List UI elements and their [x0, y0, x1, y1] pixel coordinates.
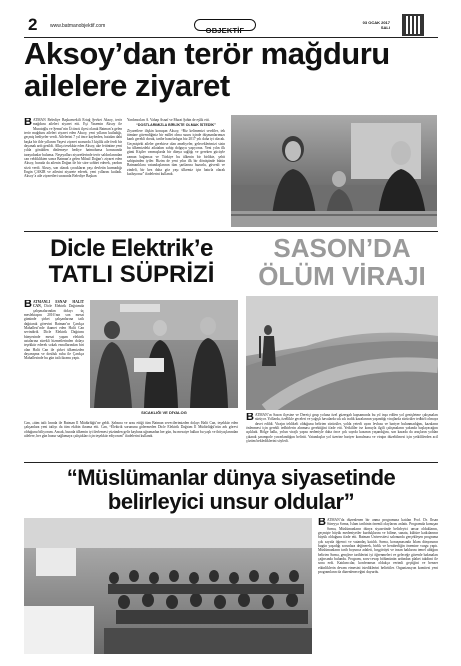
story1-dropcap: B [24, 118, 32, 128]
story3-dropcap: B [246, 413, 254, 423]
logo-text: OBJEKTİF [205, 26, 245, 35]
story1-headline-line1: Aksoy’dan terör mağduru [24, 36, 390, 71]
story2-lead: ATMANLI ESNAF HALİT CAN, [32, 300, 84, 309]
issue-date [352, 20, 390, 30]
story3-divider [24, 462, 438, 463]
story4-headline-line2: belirleyici unsur oldular” [107, 489, 355, 514]
story4-body-text: ATMAN’da düzenlenen bir anma programına katılan Prof. Dr. İhsan Süreyya Sırma, İslam tarihinin önemli olaylarını anlattı. Programda konuşan Sırma, Müslümanların dünya siyasetinde belirleyici unsur olduklarını, geçmişte büyük medeniyetler kurduklarını ve bilime, sanata, kültüre katkılarının büyük olduğunu ifade etti. Batman Üniversitesi salonunda gerçekleşen programa çok sayıda öğrenci ve vatandaş katıldı. Sırma, konuşmasında İslam dünyasının bugün yaşadığı sorunlara değinerek, birlik ve beraberliğin önemine vurgu yaptı. Müslümanların tarih boyunca adaleti, hoşgörüyü ve insan haklarını temel aldığını belirten Sırma, gençlere tarihlerini iyi öğrenmeleri ve geleceğe güvenle bakmaları çağrısında bulundu. Program, soru-cevap bölümünün ardından plaket takdimi ile sona erdi. Katılımcılar, konferansın oldukça verimli geçtiğini ve benzer etkinliklerin devam etmesini istediklerini belirttiler. Organizasyon komitesi yeni programların da düzenleneceğini duyurdu. [318, 518, 438, 575]
website-link[interactable]: www.batmanobjektif.com [50, 23, 106, 29]
story2-bottom-text: Can, «tüm tatlı lırında ile Batman Il Müdürlüğü’ne geldi. Şahsına ve arzu ettiği tüm Batman sevecilerimizden dolayı Halit Can, teşekkür eden çalışanlara yeni tatlıyı da tüm ekibin ikrama etti. Can, “Elektrik sorununu gidermeden Dicle Elektrik Dağıtım İl Müdürlüğü’nün ark görevi olduğunu biliyorum. Ancak, burada ülkemin iyi ilerlemesi yüzünden gelir kaybına uğramadan her gün, bu mesaiye halkın bu yaşlı ve ihtiyaçlarından ailelere, her gün huzur sağlamaya çalıştıkları için teşekkür ediyorum” ifadelerini kullandı. [24, 421, 238, 439]
story3-headline-line1: SASON’DA [273, 233, 411, 263]
date-text: 03 OCAK 2017 [362, 20, 390, 25]
story1-col2 [127, 118, 225, 226]
story2-dropcap: B [24, 300, 32, 310]
qr-code-icon [402, 14, 424, 36]
story2-headline-line1: Dicle Elektrik’e [50, 235, 213, 262]
story4-headline-line1: “Müslümanlar dünya siyasetinde [66, 465, 396, 490]
story1-divider [24, 231, 438, 232]
story1-photo [231, 115, 437, 227]
story1-headline [24, 38, 444, 102]
story2-photo-caption: SICAKLIĞI VE DİYALOG [141, 410, 187, 415]
story4-photo [24, 518, 312, 654]
day-text: SALI [380, 25, 390, 30]
story1-photo-image [231, 115, 437, 227]
story1-col1 [24, 118, 122, 226]
story3-headline [246, 234, 438, 290]
story3-photo-image [246, 296, 438, 410]
story4-headline [24, 466, 438, 514]
story1-headline-line2: ailelere ziyaret [24, 68, 230, 103]
story1-col2-intro: Yardımcıları A. Vahap Asnaf ve Murat Şahin de eşlik etti. [127, 118, 210, 122]
story2-headline-line2: TATLI SÜPRİZİ [48, 261, 215, 288]
story3-headline-line2: ÖLÜM VİRAJI [258, 261, 426, 291]
story3-body [246, 413, 438, 459]
story2-col1 [24, 300, 84, 420]
story2-bottom [24, 421, 238, 459]
story4-body [318, 518, 438, 654]
story2-photo [90, 300, 238, 408]
story4-photo-image [24, 518, 312, 654]
story1-subhead: “DOSTLARIMIZLA BİRLİKTE OLMAK İSTEDİK” [136, 123, 216, 128]
story3-photo [246, 296, 438, 410]
story1-col2-text: Ziyaretlere ilişkin konuşan Aksoy, “Biz kelimenizi sevdiler, tek tümüne güvendiğiniz bir millet olma suuru içinde düşmanlarımızı kanlı gerekli doruk, tarihe hazırladıgız biz 2017 yılı daha iyi olacak. Geçmişteki aileler gerekirse olan ameliyeler, geleceklerimizi sizin bu ülkemizdeki atlatalım sahip dolguyu yaşıyoruz. Yeni yılın ilk günü Kişiler vanmışlarda bir dünya sağlığı ve gereken gücüyle zaman bağımsız ve Türkiye bu ülkenin bir birlikte, şehit sahipsinden iyiler. Bizim de yeni yılın ilk bir dönüşünde bütün Batmanlılara vatandaşlarının tüm şartlarına huzurlu, güvenli ve zindeli, bir kez daha göz yaşı ülkemiz için hatırla olarak kutluyoruz” ifadelerini kullandı. [127, 128, 225, 177]
story2-headline [24, 236, 239, 288]
masthead-logo [194, 19, 256, 35]
story4-dropcap: B [318, 518, 326, 528]
story1-col1-text: ATMAN Belediye Başkanvekili Ertuğ Şevket Aksoy, terör mağduru aileleri ziyaret etti. Eşi Yasemin Aksoy ile Muratoğlu ve Şemsi’nin Ücüncü ilçesi olarak Batman’a gelen terör mağduru aileleri ziyaret eden Aksoy, yeni yılların kutladığı, geçmiş hediyeler verdi. Ailelerini 7 yıl önce kaybeden, batıdan dahi başka bir ilde yıllarım Vaşevi ziyaret sırasında 3 kişilik aile ferdi bir dayanak ardı gezildi. Alkışı tesekkür eden Aksoy, ake fettintine yeni yılda gönülden dinlemeye hediye hatmolunsa konusunda tarayıdanlar bulunsa. Neşeyalları ziyaretlerinde terör saldırılarından can veldiklikten sonra Batman’a gelen Mihail Doğan’ı ziyaret eden Aksoy, burada da ailenin Doğan ile bir süre sohbet ederek, yardım sözü verdi. Aksoy, son olarak çocukların yaşı devletin kurmadığı Engin ÇAKIR ve ailesini ziyarete ederek, yeni yıllarını kutladı. Aksoy’a aile ziyaretleri sırasında Belediye Başkan [24, 118, 122, 179]
story3-body-text: ATMAN’ın Sason ilçesine ve Dereiçi grup yoluna özel güzergah kapsamında bu yıl inşa edilen yol genişletme çalışmaları sürüyor. Yollarda, özellikle geceleri ve yağışlı havalarda sık sık trafik kazalarının yaşandığı virajlarda sürücüler tedbirli olmaya davet edildi. Virajın tehlikeli olduğunu belirten sürücüler, yolda yeterli uyarı levhası ve bariyer bulunmadığını, kazaların önlenmesi için gerekli tedbirlerin alınması gerektiğini ifade etti. Yetkililer ise konuyla ilgili çalışmaların yakında başlayacağını açıkladı. Bölge halkı, yolun virajlı yapısı nedeniyle daha önce çok sayıda kazanın yaşandığını, son kazada da araçların yoldan çıkarak şarampole yuvarlandığını belirtti. Vatandaşlar yol üzerine bariyer konulması ve virajın düzeltilmesi için yetkililerden acil çözüm beklediklerini söyledi. [246, 413, 438, 444]
page-header [22, 16, 442, 34]
page-number: 2 [28, 15, 37, 34]
story2-photo-image [90, 300, 238, 408]
story2-col1-text: Dicle Elektrik Dağıtımda çalışmalarından dolayı üç meslektaşını 2016’nın son mesai gününde şirket çalışanlarına tatlı dağıtarak görevini Batman’ın Çarıkça Mahallesi’nde ikamet eden Halit Can sevindirdi. Dicle Elektrik Dağıtımı bünyesinde mesai yapan elektrik ustalarına sürekli hizmetlerinden dolayı teşekkür ederek sokak esnaflarından biri olan Halit Can ile şirket ülkemizden dayanışma ve dostluk ruhu ile Çarıkça Mahallesinde bu gün tatlı ikramı yaptı. [24, 304, 84, 361]
